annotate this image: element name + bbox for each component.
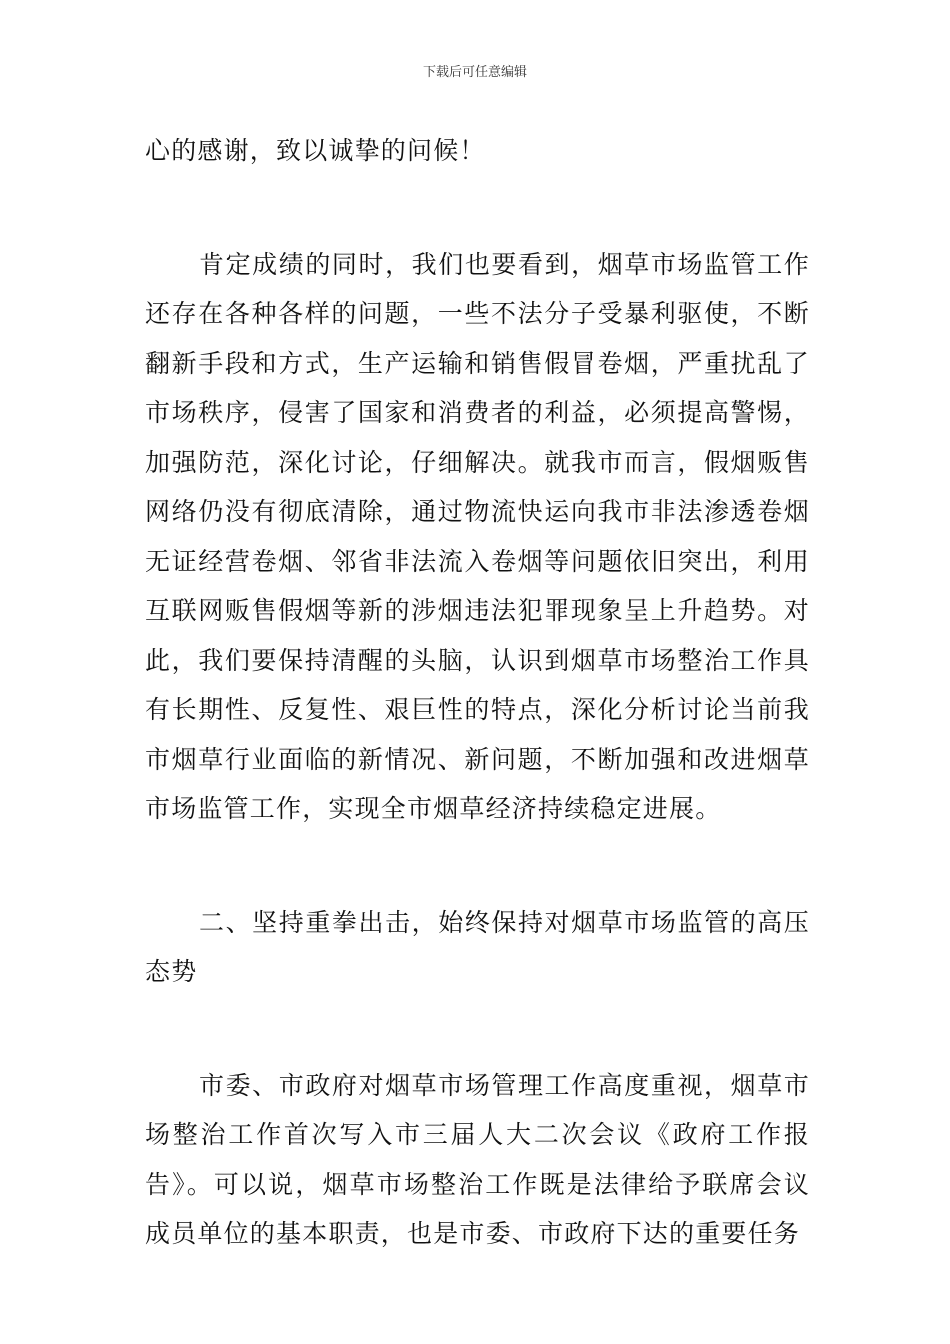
section-heading-two: 二、坚持重拳出击，始终保持对烟草市场监管的高压态势: [145, 907, 810, 986]
page-header-note: 下载后可任意编辑: [422, 65, 527, 80]
document-body: [145, 126, 810, 1259]
paragraph-government-emphasis: 市委、市政府对烟草市场管理工作高度重视，烟草市场整治工作首次写入市三届人大二次会议《政府工作报告》。可以说，烟草市场整治工作既是法律给予联席会议成员单位的基本职责，也是市委、市政府下达的重要任务: [145, 1070, 810, 1248]
paragraph-closing-greeting: 心的感谢，致以诚挚的问候！: [145, 136, 486, 165]
paragraph-problems: 肯定成绩的同时，我们也要看到，烟草市场监管工作还存在各种各样的问题，一些不法分子受暴利驱使，不断翻新手段和方式，生产运输和销售假冒卷烟，严重扰乱了市场秩序，侵害了国家和消费者的利益，必须提高警惕，加强防范，深化讨论，仔细解决。就我市而言，假烟贩售网络仍没有彻底清除，通过物流快运向我市非法渗透卷烟无证经营卷烟、邻省非法流入卷烟等问题依旧突出，利用互联网贩售假烟等新的涉烟违法犯罪现象呈上升趋势。对此，我们要保持清醒的头脑，认识到烟草市场整治工作具有长期性、反复性、艰巨性的特点，深化分析讨论当前我市烟草行业面临的新情况、新问题，不断加强和改进烟草市场监管工作，实现全市烟草经济持续稳定进展。: [145, 249, 810, 823]
